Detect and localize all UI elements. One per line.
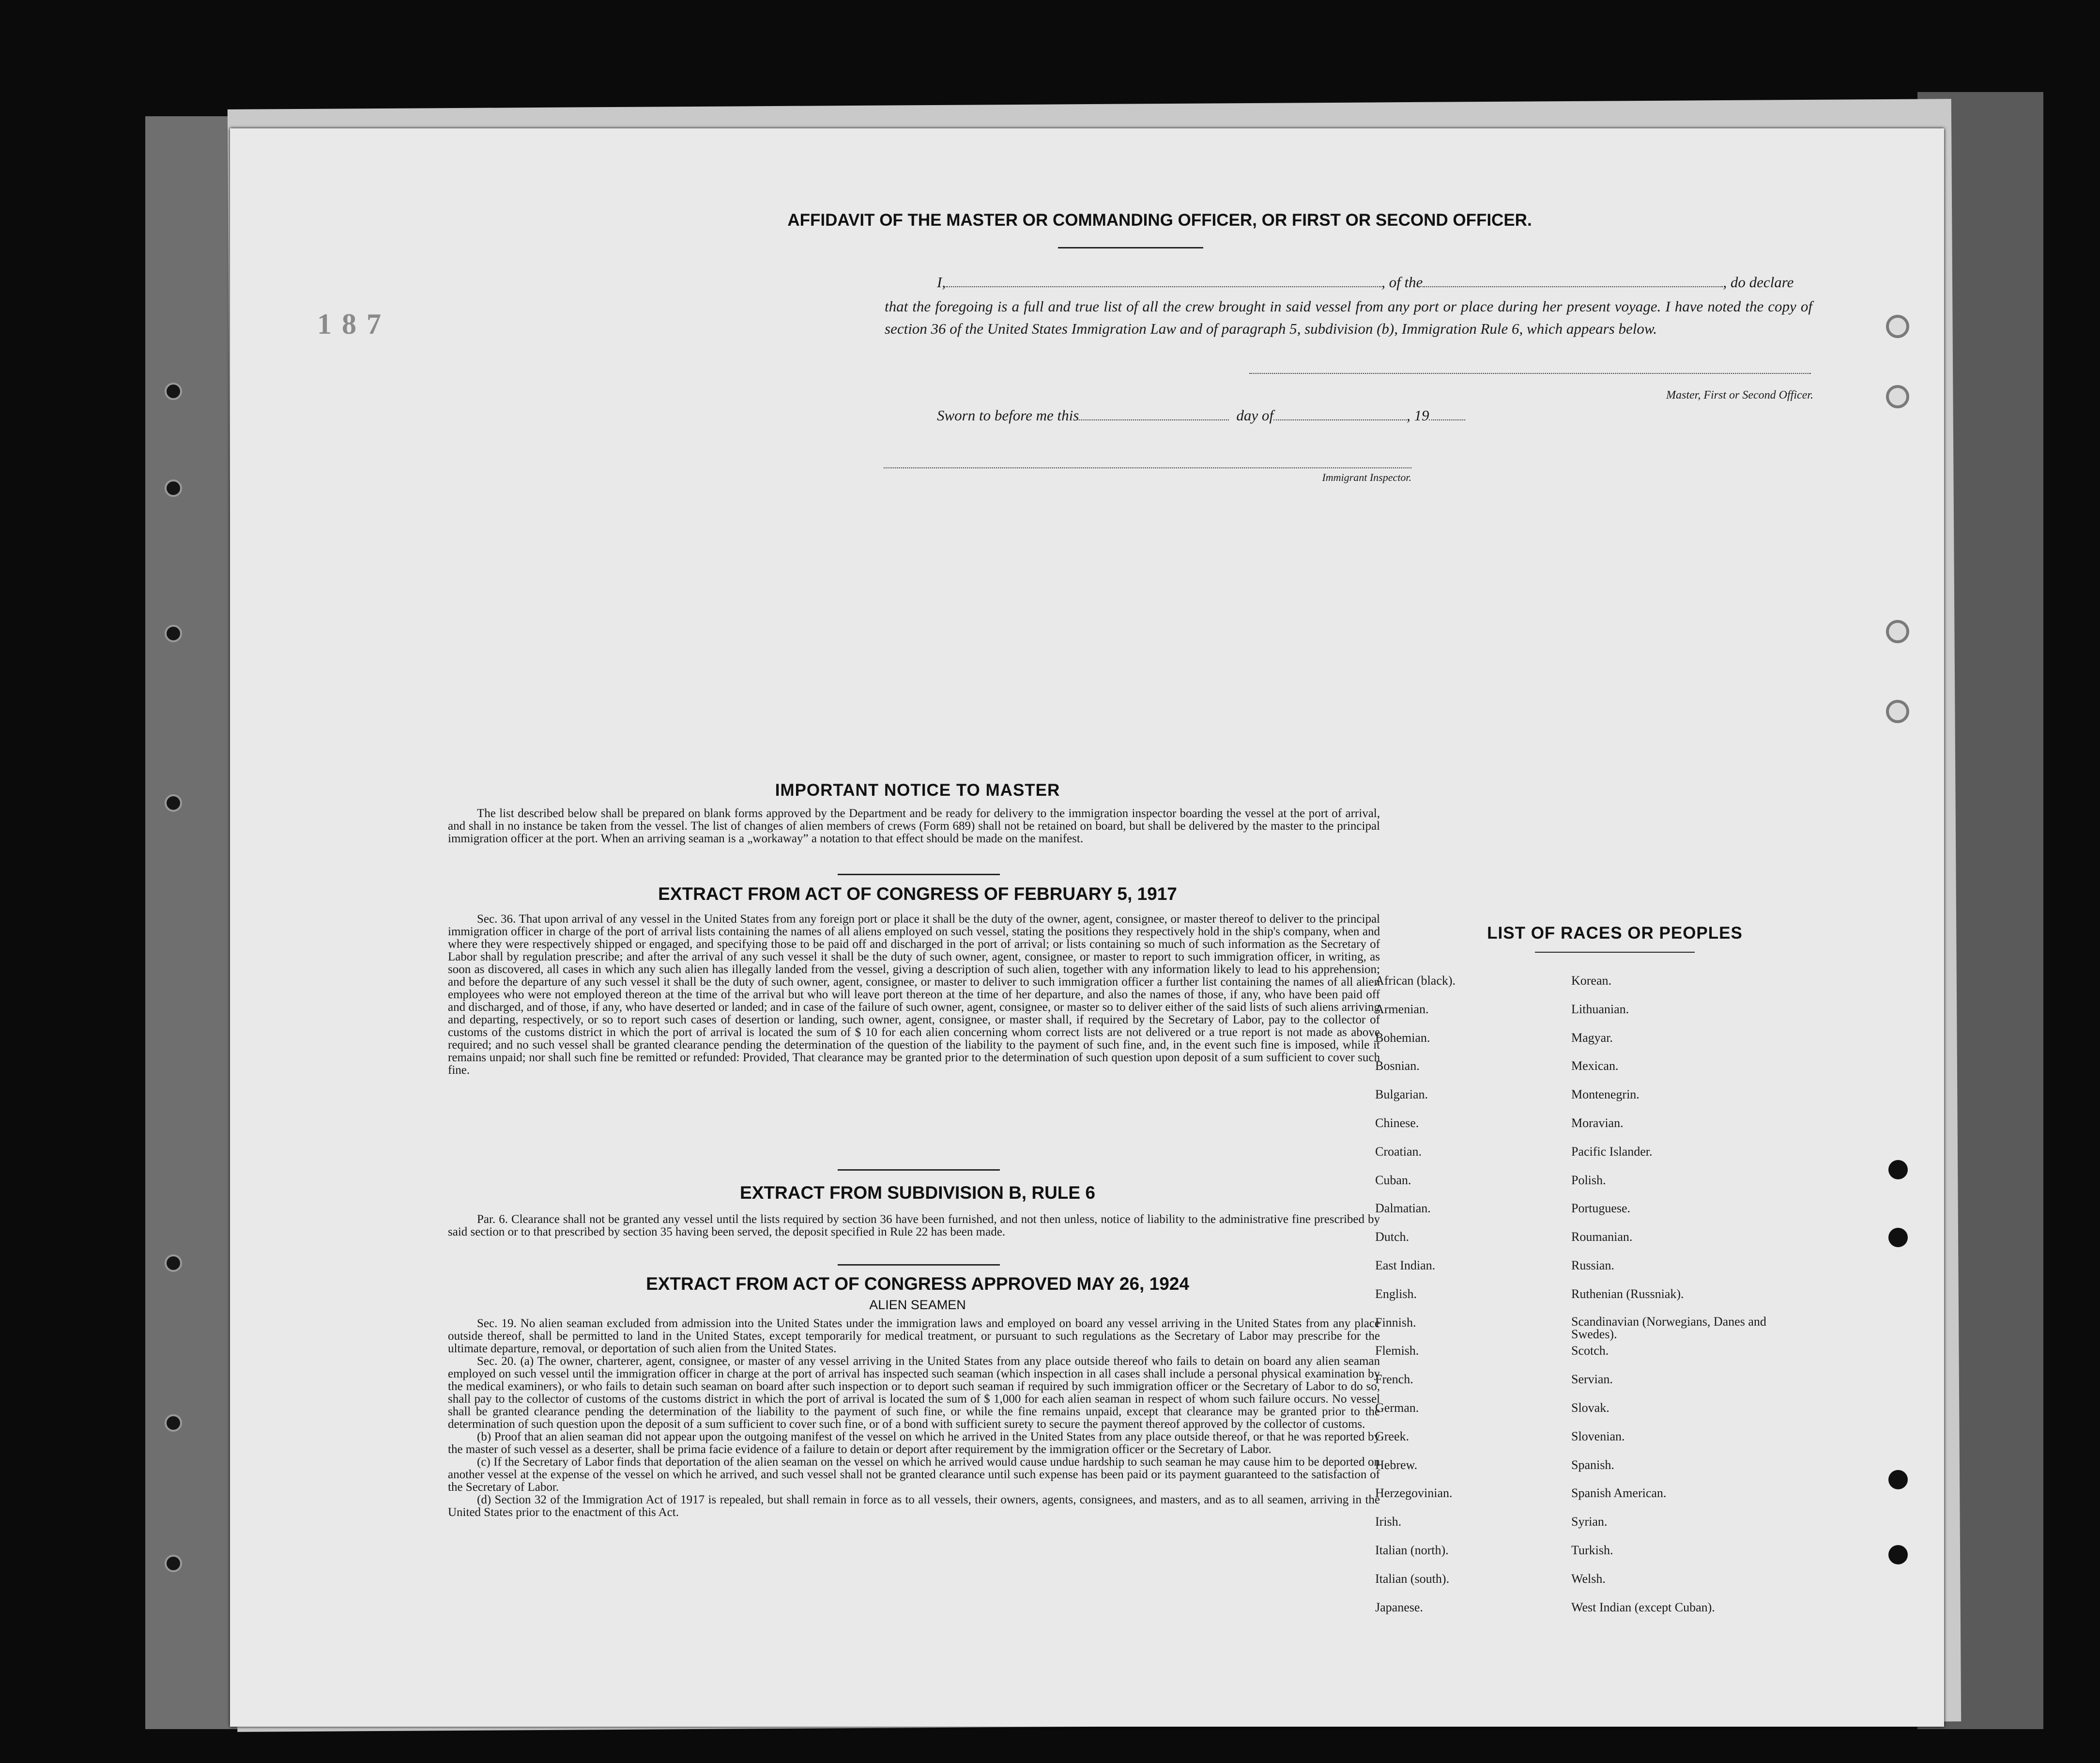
- race-item: Bulgarian.: [1375, 1087, 1428, 1102]
- affidavit-title: AFFIDAVIT OF THE MASTER OR COMMANDING OFFICER, OR FIRST OR SECOND OFFICER.: [787, 211, 1532, 230]
- act1924-sec20d: (d) Section 32 of the Immigration Act of 1917 is repealed, but shall remain in force as to all vessels, their owners, agents, consignees, and masters, and as to all seamen, arriving in the United States prior to the enactment of this Act.: [448, 1493, 1380, 1519]
- punch-ring: [1886, 315, 1909, 338]
- binder-hole: [165, 625, 182, 642]
- races-title: LIST OF RACES OR PEOPLES: [1487, 924, 1743, 943]
- sworn-day-field[interactable]: [1079, 419, 1229, 420]
- divider: [838, 1264, 1000, 1266]
- race-item: Cuban.: [1375, 1173, 1411, 1187]
- race-item: Turkish.: [1571, 1543, 1613, 1557]
- binder-hole: [165, 794, 182, 812]
- race-item: Pacific Islander.: [1571, 1144, 1653, 1159]
- race-item: Portuguese.: [1571, 1201, 1631, 1216]
- race-item: Lithuanian.: [1571, 1002, 1629, 1016]
- race-item: Dalmatian.: [1375, 1201, 1431, 1216]
- race-item: Servian.: [1571, 1372, 1613, 1387]
- punch-hole: [1888, 1228, 1908, 1247]
- punch-hole: [1888, 1470, 1908, 1489]
- act1924-title: EXTRACT FROM ACT OF CONGRESS APPROVED MAY 26, 1924: [646, 1274, 1189, 1294]
- race-item: Roumanian.: [1571, 1230, 1633, 1244]
- races-left-column: [1375, 974, 1564, 1628]
- act1917-title: EXTRACT FROM ACT OF CONGRESS OF FEBRUARY 5, 1917: [658, 884, 1177, 904]
- notice-title: IMPORTANT NOTICE TO MASTER: [775, 781, 1060, 800]
- race-item: Flemish.: [1375, 1344, 1419, 1358]
- race-item: Greek.: [1375, 1429, 1410, 1443]
- divider: [838, 1169, 1000, 1171]
- act1924-body: [448, 1317, 1380, 1519]
- race-item: Japanese.: [1375, 1600, 1423, 1614]
- punch-ring: [1886, 700, 1909, 723]
- affidavit-of-the-label: , of the: [1381, 274, 1423, 291]
- act1917-text: Sec. 36. That upon arrival of any vessel in the United States from any foreign port or place it shall be the duty of the owner, agent, consignee, or master thereof to deliver to the principal immigration officer in charge of the port of arrival lists containing the names of all aliens employed on such vessel, stating the positions they respectively hold in the ship's company, when and where they were respectively shipped or engaged, and specifying those to be paid off and discharged in the port of arrival; or lists containing so much of such information as the Secretary of Labor shall by regulation prescribe; and after the arrival of any such vessel it shall be the duty of such owner, agent, consignee, or master to report to such immigration officer, in writing, as soon as discovered, all cases in which any such alien has illegally landed from the vessel, giving a description of such alien, together with any information likely to lead to his apprehension; and before the departure of any such vessel it shall be the duty of such owner, agent, consignee, or master to deliver to such immigration officer a further list containing the names of all alien employees who were not employed thereon at the time of the arrival but who will leave port thereon at the time of her departure, and also the names of those, if any, who have been paid off and discharged, and of those, if any, who have deserted or landed; and in case of the failure of such owner, agent, consignee, or master so to deliver either of the said lists of such aliens arriving and departing, respectively, or so to report such cases of desertion or landing, such owner, agent, consignee, or master shall, if required by the Secretary of Labor, pay to the collector of customs of the customs district in which the port of arrival is located the sum of $ 10 for each alien concerning whom correct lists are not delivered or a true report is not made as above required; and no such vessel shall be granted clearance pending the determination of the question of the liability to the payment of such fine, and, in the event such fine is imposed, while it remains unpaid; nor shall such fine be remitted or refunded: Provided, That clearance may be granted prior to the determination of such question upon deposit of a sum sufficient to cover such fine.: [448, 912, 1380, 1077]
- act1924-sec19: Sec. 19. No alien seaman excluded from admission into the United States under the immigration laws and employed on board any vessel arriving in the United States from any place outside thereof, shall be permitted to land in the United States, except temporarily for medical treatment, or pursuant to such regulations as the Secretary of Labor may prescribe for the ultimate departure, removal, or deportation of such alien from the United States.: [448, 1317, 1380, 1355]
- race-item: Dutch.: [1375, 1230, 1410, 1244]
- race-item: Bosnian.: [1375, 1059, 1420, 1073]
- signature-field[interactable]: [1249, 373, 1811, 374]
- race-item: West Indian (except Cuban).: [1571, 1600, 1715, 1614]
- race-item: German.: [1375, 1400, 1419, 1415]
- race-item: African (black).: [1375, 974, 1456, 988]
- vessel-field[interactable]: [1423, 286, 1723, 287]
- race-item: Spanish American.: [1571, 1486, 1667, 1500]
- sworn-year-label: , 19: [1406, 407, 1429, 424]
- sworn-year-field[interactable]: [1429, 419, 1465, 420]
- binder-hole: [165, 1414, 182, 1432]
- punch-ring: [1886, 385, 1909, 408]
- sworn-prefix: Sworn to before me this: [937, 407, 1079, 424]
- rule6-title: EXTRACT FROM SUBDIVISION B, RULE 6: [740, 1183, 1095, 1203]
- sworn-month-field[interactable]: [1273, 419, 1407, 420]
- race-item: Korean.: [1571, 974, 1612, 988]
- race-item: Irish.: [1375, 1515, 1402, 1529]
- race-item: Hebrew.: [1375, 1457, 1418, 1472]
- race-item: Herzegovinian.: [1375, 1486, 1453, 1500]
- sworn-line: [714, 407, 1465, 424]
- name-field[interactable]: [946, 286, 1381, 287]
- race-item: Russian.: [1571, 1258, 1614, 1272]
- sworn-day-of: day of: [1236, 407, 1273, 424]
- rule6-text: Par. 6. Clearance shall not be granted any vessel until the lists required by section 36 have been furnished, and not then unless, notice of liability to the administrative fine prescribed by said section or to that prescribed by section 35 having been served, the deposit specified in Rule 22 has been made.: [448, 1213, 1380, 1238]
- divider: [1058, 247, 1203, 248]
- binder-hole: [165, 1555, 182, 1572]
- race-item: Welsh.: [1571, 1571, 1606, 1586]
- race-item: Moravian.: [1571, 1115, 1624, 1130]
- affidavit-declaration-line: [714, 274, 1818, 291]
- race-item: Syrian.: [1571, 1515, 1608, 1529]
- binder-hole: [165, 479, 182, 497]
- race-item: Spanish.: [1571, 1457, 1614, 1472]
- notice-text: The list described below shall be prepared on blank forms approved by the Department and be ready for delivery to the immigration inspector boarding the vessel at the port of arrival, and shall in no instance be taken from the vessel. The list of changes of alien members of crews (Form 689) shall not be retained on board, but shall be delivered by the master to the principal immigration officer at the port. When an arriving seaman is a „workaway” a notation to that effect should be made on the manifest.: [448, 807, 1380, 845]
- divider: [838, 874, 1000, 875]
- race-item: Scandinavian (Norwegians, Danes and Swedes).: [1571, 1314, 1766, 1341]
- race-item: Armenian.: [1375, 1002, 1429, 1016]
- manifest-page: [230, 128, 1944, 1727]
- bleed-through-mark: 1 8 7: [317, 308, 383, 340]
- race-item: Scotch.: [1571, 1344, 1609, 1358]
- punch-ring: [1886, 620, 1909, 643]
- race-item: Montenegrin.: [1571, 1087, 1640, 1102]
- race-item: East Indian.: [1375, 1258, 1436, 1272]
- race-item: Ruthenian (Russniak).: [1571, 1286, 1684, 1301]
- race-item: Bohemian.: [1375, 1030, 1430, 1045]
- race-item: Finnish.: [1375, 1315, 1416, 1330]
- race-item: English.: [1375, 1286, 1417, 1301]
- races-right-column: [1571, 974, 1779, 1628]
- inspector-signature-field[interactable]: [884, 467, 1411, 468]
- affidavit-declare-label: , do declare: [1723, 274, 1794, 291]
- inspector-label: Immigrant Inspector.: [1322, 471, 1411, 483]
- divider: [1535, 952, 1695, 953]
- act1924-sec20b: (b) Proof that an alien seaman did not appear upon the outgoing manifest of the vessel on which he arrived in the United States from any place outside thereof, or that he was reported by the master of such vessel as a deserter, shall be prima facie evidence of a failure to detain or deport after requirement by the immigration officer or the Secretary of Labor.: [448, 1430, 1380, 1456]
- binder-hole: [165, 1254, 182, 1272]
- race-item: Italian (south).: [1375, 1571, 1450, 1586]
- race-item: Polish.: [1571, 1173, 1606, 1187]
- act1924-subtitle: ALIEN SEAMEN: [869, 1298, 966, 1312]
- affidavit-i-label: I,: [937, 274, 946, 291]
- race-item: French.: [1375, 1372, 1413, 1387]
- punch-hole: [1888, 1545, 1908, 1564]
- race-item: Chinese.: [1375, 1115, 1419, 1130]
- affidavit-text: that the foregoing is a full and true list of all the crew brought in said vessel from any port or place during her present voyage. I have noted the copy of section 36 of the United States Immigration Law and of paragraph 5, subdivision (b), Immigration Rule 6, which appears below.: [885, 298, 1812, 337]
- signature-label: Master, First or Second Officer.: [1666, 389, 1813, 402]
- race-item: Slovenian.: [1571, 1429, 1625, 1443]
- race-item: Magyar.: [1571, 1030, 1613, 1045]
- race-item: Croatian.: [1375, 1144, 1422, 1159]
- binder-hole: [165, 383, 182, 400]
- race-item: Slovak.: [1571, 1400, 1609, 1415]
- punch-hole: [1888, 1160, 1908, 1179]
- race-item: Italian (north).: [1375, 1543, 1449, 1557]
- act1924-sec20c: (c) If the Secretary of Labor finds that deportation of the alien seaman on the vessel on which he arrived would cause undue hardship to such seaman he may cause him to be deported on another vessel at the expense of the vessel on which he arrived, and such vessel shall not be granted clearance until such expense has been paid or its payment guaranteed to the satisfaction of the Secretary of Labor.: [448, 1455, 1380, 1494]
- race-item: Mexican.: [1571, 1059, 1619, 1073]
- act1924-sec20a: Sec. 20. (a) The owner, charterer, agent, consignee, or master of any vessel arriving in the United States from any place outside thereof who fails to detain on board any alien seaman employed on such vessel until the immigration officer in charge at the port of arrival has inspected such seaman (which inspection in all cases shall include a personal physical examination by the medical examiners), or who fails to detain such seaman on board after such inspection or to deport such seaman if required by such immigration officer or the Secretary of Labor to do so, shall pay to the collector of customs of the customs district in which the port of arrival is located the sum of $ 1,000 for each alien seaman in respect of whom such failure occurs. No vessel shall be granted clearance pending the determination of the liability to the payment of such fine, or while the fine remains unpaid, except that clearance may be granted prior to the determination of such question upon the deposit of a sum sufficient to cover such fine, or of a bond with sufficient surety to secure the payment thereof approved by the collector of customs.: [448, 1355, 1380, 1431]
